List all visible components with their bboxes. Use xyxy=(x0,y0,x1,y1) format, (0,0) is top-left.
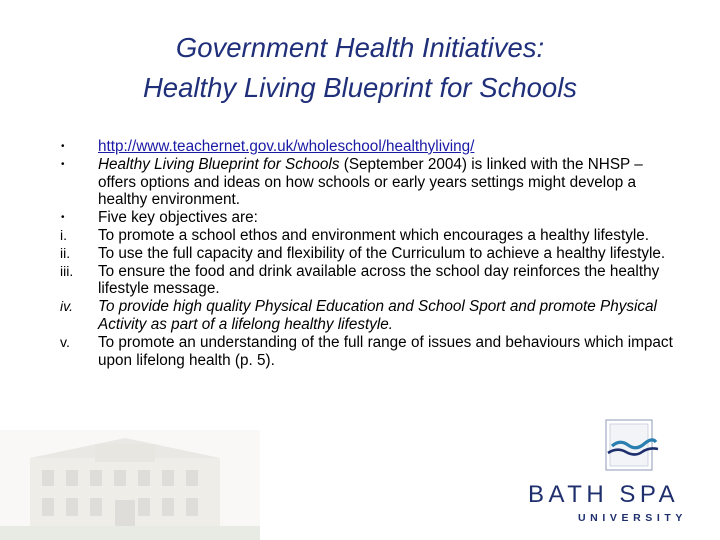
objective-text: To promote an understanding of the full range of issues and behaviours which impact upon lifelong health (p. 5). xyxy=(98,333,673,369)
teachernet-link[interactable]: http://www.teachernet.gov.uk/wholeschool/healthyliving/ xyxy=(98,138,475,155)
objective-text: To use the full capacity and flexibility of the Curriculum to achieve a healthy lifestyle. xyxy=(98,244,666,262)
list-item xyxy=(60,156,680,209)
objective-text: To ensure the food and drink available across the school day reinforces the healthy lifestyle message. xyxy=(98,262,660,298)
list-item-text: (September 2004) is linked with the NHSP – offers options and ideas on how schools or early years settings might develop a healthy environment. xyxy=(98,155,643,209)
list-item xyxy=(60,209,680,227)
roman-marker: iv. xyxy=(60,298,73,315)
list-item xyxy=(60,138,680,156)
bullet-marker: • xyxy=(61,141,65,152)
logo-name: BATH SPA xyxy=(528,481,680,508)
list-item xyxy=(60,245,680,263)
slide-title xyxy=(0,28,720,108)
objective-text: To promote a school ethos and environment which encourages a healthy lifestyle. xyxy=(98,226,650,244)
bullet-marker: • xyxy=(61,212,65,224)
list-item xyxy=(60,227,680,245)
list-item-text: Five key objectives are: xyxy=(98,209,258,227)
content-list xyxy=(60,138,680,369)
objective-text: To provide high quality Physical Education and School Sport and promote Physical Activity as part of a lifelong healthy lifestyle. xyxy=(98,298,657,333)
roman-marker: i. xyxy=(60,226,67,243)
title-line-2: Healthy Living Blueprint for Schools xyxy=(142,72,578,103)
list-item xyxy=(60,263,680,299)
list-item xyxy=(60,334,680,370)
university-logo xyxy=(528,482,693,525)
blueprint-title: Healthy Living Blueprint for Schools xyxy=(98,155,340,173)
roman-marker: ii. xyxy=(60,244,71,261)
logo-subtitle: UNIVERSITY xyxy=(577,512,687,524)
roman-marker: v. xyxy=(60,333,70,350)
bullet-marker: • xyxy=(61,158,65,170)
bath-spa-logo-icon xyxy=(600,412,662,474)
building-photo xyxy=(0,430,260,540)
list-item xyxy=(60,298,680,334)
roman-marker: iii. xyxy=(60,262,74,279)
title-line-1: Government Health Initiatives: xyxy=(175,32,545,63)
